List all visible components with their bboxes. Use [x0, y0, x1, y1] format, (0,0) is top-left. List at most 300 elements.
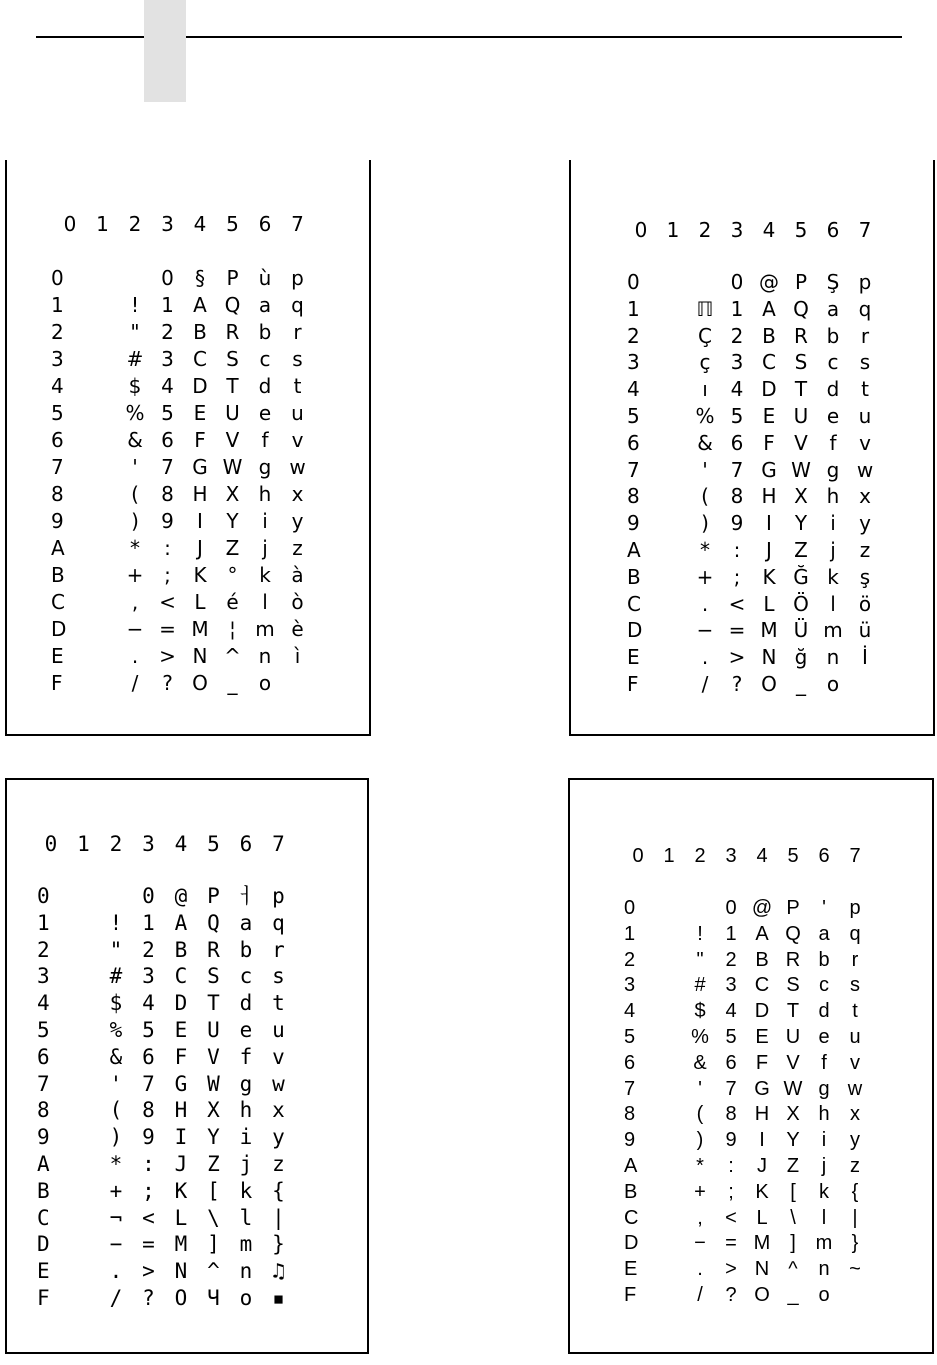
char-cell: N [761, 645, 777, 670]
row-label: 1 [51, 293, 64, 317]
row-label: D [627, 618, 643, 643]
char-cell: & [127, 428, 143, 452]
char-cell: q [849, 922, 861, 945]
row-label: 9 [627, 511, 640, 536]
char-cell: O [192, 671, 208, 695]
row-label: A [37, 1152, 50, 1176]
char-cell: M [753, 1232, 771, 1255]
char-cell: d [239, 991, 253, 1016]
char-cell: ì [294, 644, 301, 668]
row-label: 7 [37, 1071, 50, 1096]
char-cell: M [174, 1232, 188, 1257]
column-header: 5 [226, 212, 239, 236]
char-cell: [ [790, 1180, 796, 1203]
char-cell: 9 [725, 1129, 737, 1152]
char-cell: o [258, 671, 272, 695]
char-cell: I [766, 511, 772, 536]
char-cell: U [793, 404, 809, 428]
char-cell: \ [207, 1205, 220, 1230]
row-label: 5 [624, 1026, 636, 1048]
char-cell: 4 [730, 377, 744, 402]
char-cell: > [142, 1259, 155, 1284]
char-cell: T [794, 377, 808, 402]
char-cell: w [847, 1077, 863, 1100]
char-cell: R [794, 323, 808, 348]
header-tab [144, 0, 186, 102]
char-cell: < [728, 591, 746, 616]
char-cell: J [197, 536, 203, 560]
char-cell: E [762, 404, 776, 428]
char-cell: X [786, 1103, 800, 1126]
char-cell: h [258, 482, 272, 506]
char-cell: Z [786, 1155, 800, 1177]
char-cell: ? [731, 672, 743, 696]
char-cell: ¦ [229, 617, 236, 641]
char-cell: t [272, 991, 285, 1016]
char-cell: E [174, 1018, 188, 1042]
char-cell: | [272, 1205, 285, 1230]
column-header: 1 [663, 845, 675, 867]
char-cell: $ [109, 991, 123, 1016]
char-cell: p [291, 266, 304, 290]
char-cell: ; [728, 1180, 734, 1203]
char-cell: Q [207, 910, 220, 935]
char-cell: & [697, 430, 713, 455]
char-cell: ] [207, 1232, 220, 1257]
column-header: 6 [826, 218, 840, 242]
char-cell: ' [132, 455, 138, 479]
char-cell: ㅓ [235, 884, 257, 908]
row-label: 2 [624, 948, 636, 971]
char-cell: d [258, 374, 272, 398]
char-cell: ) [109, 1125, 123, 1150]
char-cell: 5 [161, 401, 174, 425]
char-cell: Y [794, 511, 808, 536]
char-cell: " [130, 320, 140, 344]
char-cell: r [293, 320, 302, 344]
char-cell: G [192, 455, 208, 479]
char-cell: W [222, 455, 243, 479]
char-cell: E [755, 1026, 769, 1048]
row-label: E [624, 1258, 638, 1281]
char-cell: I [174, 1125, 188, 1150]
char-cell: ' [109, 1071, 123, 1096]
char-cell: 6 [142, 1044, 155, 1069]
char-cell: 7 [142, 1071, 155, 1096]
char-cell: , [697, 1206, 703, 1229]
char-cell: J [766, 538, 772, 562]
char-cell: S [226, 347, 239, 371]
char-cell: = [142, 1232, 155, 1257]
char-cell: à [291, 563, 304, 587]
char-cell: % [109, 1018, 123, 1042]
char-cell: n [239, 1259, 253, 1284]
char-cell: ı [702, 377, 708, 402]
char-cell: Y [226, 509, 239, 533]
char-cell: ş [859, 564, 871, 589]
char-cell: H [754, 1103, 770, 1126]
char-cell: Z [207, 1152, 220, 1176]
char-cell: / [697, 1284, 703, 1306]
char-cell: [ [207, 1178, 220, 1203]
char-cell: $ [128, 374, 142, 398]
char-cell: J [757, 1155, 767, 1177]
row-label: C [51, 590, 65, 614]
char-cell: k [239, 1178, 253, 1203]
char-cell: D [174, 991, 188, 1016]
row-label: 6 [624, 1051, 636, 1074]
char-cell: ? [162, 671, 173, 695]
row-label: 4 [624, 1000, 636, 1023]
char-cell: # [694, 974, 706, 997]
char-cell: C [174, 964, 188, 989]
column-header: 6 [258, 212, 272, 236]
charset-panel-4 [568, 778, 934, 1354]
char-cell: l [262, 590, 268, 614]
char-cell: a [826, 296, 840, 321]
char-cell: s [850, 974, 860, 997]
char-cell: < [725, 1206, 737, 1229]
char-cell: @ [759, 270, 779, 294]
char-cell: n [258, 644, 272, 668]
row-label: E [37, 1259, 50, 1284]
row-label: 1 [624, 922, 636, 945]
char-cell: : [733, 538, 741, 562]
char-cell: H [192, 482, 208, 506]
char-cell: c [239, 964, 253, 989]
char-cell: 4 [161, 374, 174, 398]
char-cell: 5 [725, 1026, 737, 1048]
char-cell: 2 [142, 937, 155, 962]
column-header: 0 [634, 218, 648, 242]
char-cell: O [174, 1286, 188, 1310]
char-cell: ( [696, 1103, 704, 1126]
char-cell: K [174, 1178, 188, 1203]
column-header: 7 [849, 845, 861, 867]
char-cell: 0 [161, 266, 174, 290]
row-label: 8 [627, 484, 640, 509]
column-header: 4 [174, 832, 188, 856]
char-cell: s [859, 350, 871, 375]
char-cell: C [193, 347, 207, 371]
char-cell: 6 [730, 430, 744, 455]
char-cell: z [292, 536, 303, 560]
row-label: 8 [51, 482, 64, 506]
char-cell: U [207, 1018, 220, 1042]
char-cell: 4 [142, 991, 155, 1016]
char-cell: z [850, 1155, 860, 1177]
char-cell: ' [822, 897, 826, 919]
char-cell: . [701, 591, 709, 616]
char-cell: o [818, 1284, 830, 1306]
char-cell: V [786, 1051, 800, 1074]
char-cell: y [850, 1129, 860, 1152]
char-cell: − [694, 1232, 706, 1255]
char-cell: é [226, 590, 239, 614]
char-cell: G [174, 1071, 188, 1096]
char-cell: . [701, 645, 709, 670]
row-label: 1 [627, 296, 640, 321]
char-cell: 0 [730, 270, 744, 294]
char-cell: * [700, 538, 710, 562]
char-cell: + [696, 564, 714, 589]
row-label: E [51, 644, 64, 668]
char-cell: r [860, 323, 870, 348]
char-cell: # [109, 964, 123, 989]
row-label: 3 [51, 347, 64, 371]
char-cell: . [109, 1259, 123, 1284]
char-cell: j [262, 536, 268, 560]
char-cell: ♫ [272, 1259, 285, 1284]
char-cell: / [109, 1286, 123, 1310]
char-cell: r [272, 937, 285, 962]
column-header: 4 [756, 845, 768, 867]
char-cell: f [829, 430, 837, 455]
char-cell: 6 [725, 1051, 737, 1074]
char-cell: # [126, 347, 144, 371]
char-cell: L [174, 1205, 188, 1230]
char-cell: m [239, 1232, 253, 1257]
char-cell: 4 [725, 1000, 737, 1023]
char-cell: e [258, 401, 272, 425]
char-cell: 0 [142, 884, 155, 908]
row-label: 9 [624, 1129, 636, 1152]
row-label: 1 [37, 910, 50, 935]
char-cell: B [762, 323, 776, 348]
char-cell: S [794, 350, 808, 375]
row-label: 3 [37, 964, 50, 989]
char-cell: C [762, 350, 776, 375]
char-cell: F [755, 1051, 769, 1074]
char-cell: 7 [161, 455, 174, 479]
row-label: D [624, 1232, 639, 1255]
char-cell: + [126, 563, 144, 587]
char-cell: T [207, 991, 220, 1016]
char-cell: & [109, 1044, 123, 1069]
char-cell: ' [702, 457, 708, 482]
column-header: 0 [44, 832, 58, 856]
char-cell: y [859, 511, 871, 536]
char-cell: 9 [730, 511, 744, 536]
char-cell: R [225, 320, 240, 344]
char-cell: A [193, 293, 207, 317]
row-label: B [37, 1178, 50, 1203]
char-cell: d [818, 1000, 830, 1023]
char-cell: ( [131, 482, 139, 506]
row-label: F [624, 1284, 637, 1306]
char-cell: W [783, 1077, 803, 1100]
char-cell: V [794, 430, 808, 455]
char-cell: : [142, 1152, 155, 1176]
row-label: 0 [627, 270, 640, 294]
char-cell: ( [109, 1098, 123, 1123]
row-label: C [624, 1206, 639, 1229]
char-cell: i [821, 1129, 827, 1152]
char-cell: " [696, 948, 704, 971]
char-cell: T [226, 374, 239, 398]
char-cell: : [164, 536, 171, 560]
char-cell: b [818, 948, 830, 971]
char-cell: q [291, 293, 304, 317]
char-cell: X [207, 1098, 220, 1123]
char-cell: g [826, 457, 840, 482]
char-cell: Ğ [793, 564, 809, 589]
char-cell: 8 [161, 482, 174, 506]
char-cell: z [272, 1152, 285, 1176]
char-cell: P [786, 897, 800, 919]
char-cell: D [754, 1000, 770, 1023]
column-header: 2 [698, 218, 712, 242]
char-cell: { [272, 1178, 285, 1203]
column-header: 5 [794, 218, 808, 242]
char-cell: H [761, 484, 777, 509]
char-cell: " [109, 937, 123, 962]
char-cell: J [174, 1152, 188, 1176]
char-cell: Z [225, 536, 240, 560]
char-cell: x [850, 1103, 860, 1126]
char-cell: v [859, 430, 871, 455]
char-cell: 3 [730, 350, 744, 375]
char-cell: W [207, 1071, 220, 1096]
char-cell: ^ [224, 644, 241, 668]
char-cell: o [239, 1286, 253, 1310]
char-cell: t [861, 377, 869, 402]
char-cell: m [823, 618, 843, 643]
char-cell: 3 [142, 964, 155, 989]
char-cell: h [826, 484, 840, 509]
row-label: A [51, 536, 65, 560]
row-label: 7 [627, 457, 640, 482]
char-cell: c [827, 350, 839, 375]
column-header: 5 [787, 845, 799, 867]
char-cell: l [821, 1206, 827, 1229]
row-label: 3 [624, 974, 636, 997]
char-cell: > [728, 645, 746, 670]
char-cell: k [819, 1180, 829, 1203]
row-label: A [624, 1155, 638, 1177]
char-cell: ~ [849, 1258, 861, 1281]
char-cell: _ [787, 1284, 799, 1306]
char-cell: f [261, 428, 269, 452]
char-cell: b [258, 320, 272, 344]
char-cell: ^ [207, 1259, 220, 1284]
char-cell: z [859, 538, 871, 562]
char-cell: g [818, 1077, 830, 1100]
char-cell: K [755, 1180, 769, 1203]
char-cell: v [272, 1044, 285, 1069]
char-cell: X [794, 484, 808, 509]
char-cell: ! [130, 293, 140, 317]
char-cell: Y [207, 1125, 220, 1150]
char-cell: ? [725, 1284, 737, 1306]
column-header: 6 [818, 845, 830, 867]
char-cell: W [791, 457, 811, 482]
char-cell: < [142, 1205, 155, 1230]
char-cell: U [225, 401, 240, 425]
char-cell: % [695, 404, 715, 428]
row-label: 5 [627, 404, 640, 428]
char-cell: S [207, 964, 220, 989]
char-cell: P [226, 266, 239, 290]
char-cell: ; [164, 563, 171, 587]
char-cell: t [293, 374, 302, 398]
char-cell: h [239, 1098, 253, 1123]
char-cell: A [755, 922, 769, 945]
char-cell: I [197, 509, 203, 533]
char-cell: y [272, 1125, 285, 1150]
column-header: 5 [207, 832, 220, 856]
column-header: 3 [730, 218, 744, 242]
char-cell: i [239, 1125, 253, 1150]
column-header: 3 [725, 845, 737, 867]
char-cell: I [759, 1129, 765, 1152]
char-cell: İ [862, 645, 868, 670]
row-label: 6 [37, 1044, 50, 1069]
char-cell: ▪ [272, 1286, 285, 1310]
char-cell: i [262, 509, 268, 533]
char-cell: ) [696, 1129, 704, 1152]
char-cell: D [192, 374, 208, 398]
char-cell: Ü [793, 618, 809, 643]
row-label: D [37, 1232, 50, 1257]
column-header: 7 [858, 218, 872, 242]
char-cell: O [761, 672, 777, 696]
char-cell: e [818, 1026, 830, 1048]
char-cell: > [725, 1258, 737, 1281]
char-cell: e [826, 404, 840, 428]
char-cell: m [255, 617, 275, 641]
char-cell: / [131, 671, 139, 695]
char-cell: ) [701, 511, 709, 536]
char-cell: % [125, 401, 145, 425]
char-cell: ) [131, 509, 139, 533]
char-cell: P [794, 270, 808, 294]
char-cell: ; [142, 1178, 155, 1203]
char-cell: j [821, 1155, 827, 1177]
char-cell: u [291, 401, 304, 425]
char-cell: t [852, 1000, 858, 1023]
row-label: D [51, 617, 67, 641]
char-cell: & [693, 1051, 707, 1074]
char-cell: e [239, 1018, 253, 1042]
row-label: 0 [51, 266, 64, 290]
char-cell: _ [227, 671, 238, 695]
column-header: 7 [272, 832, 285, 856]
char-cell: T [786, 1000, 800, 1023]
char-cell: C [754, 974, 770, 997]
char-cell: w [272, 1071, 285, 1096]
char-cell: s [272, 964, 285, 989]
char-cell: \ [790, 1206, 796, 1229]
char-cell: ° [227, 563, 238, 587]
char-cell: > [159, 644, 176, 668]
row-label: 0 [624, 897, 636, 919]
char-cell: x [291, 482, 304, 506]
char-cell: f [239, 1044, 253, 1069]
char-cell: R [207, 937, 220, 962]
row-label: 3 [627, 350, 640, 375]
char-cell: { [851, 1180, 859, 1203]
char-cell: Ç [698, 323, 712, 348]
row-label: B [51, 563, 65, 587]
char-cell: Ö [793, 591, 809, 616]
row-label: C [37, 1205, 50, 1230]
row-label: 7 [624, 1077, 636, 1100]
row-label: C [627, 591, 641, 616]
char-cell: ! [109, 910, 123, 935]
char-cell: Ч [207, 1286, 220, 1310]
char-cell: X [225, 482, 240, 506]
